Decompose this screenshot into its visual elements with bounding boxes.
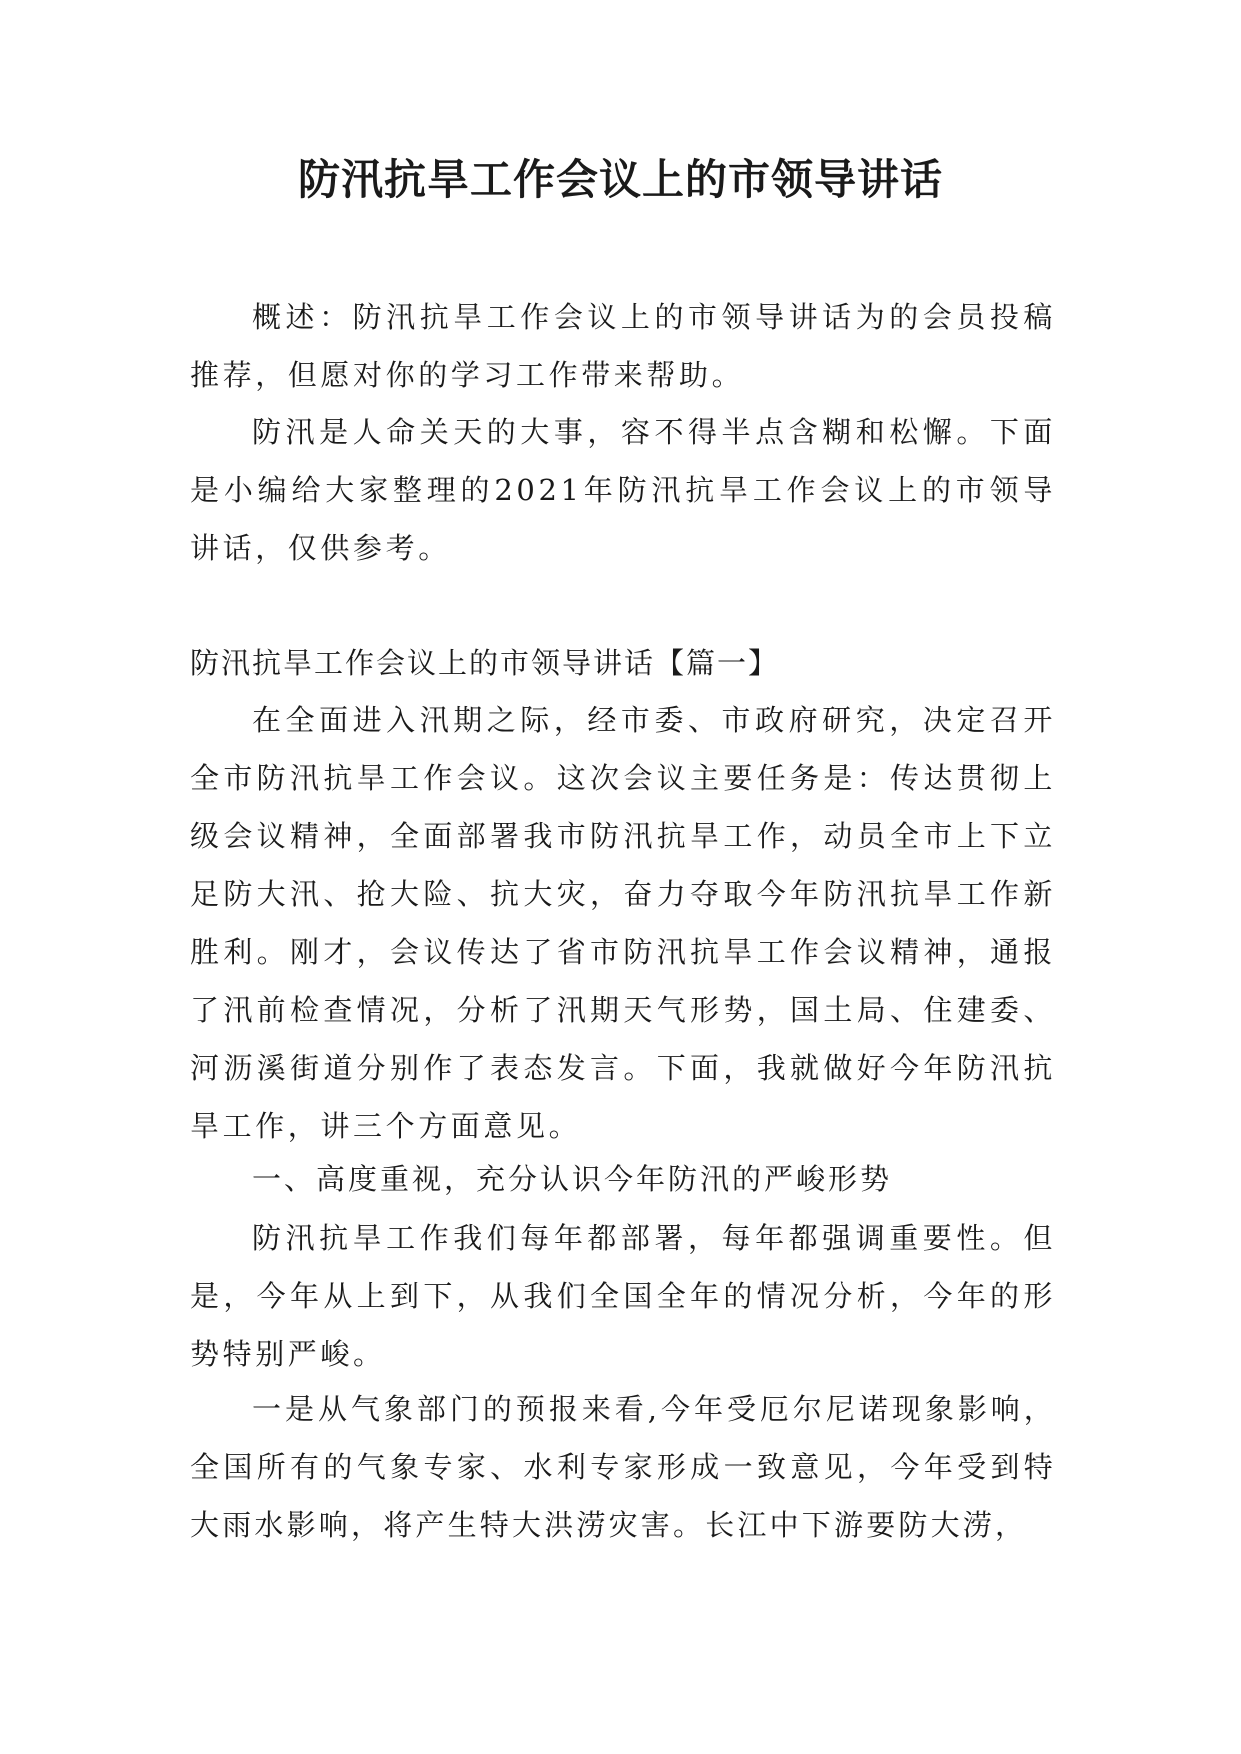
section-heading: 防汛抗旱工作会议上的市领导讲话【篇一】 (190, 646, 780, 680)
body-paragraph: 防汛抗旱工作我们每年都部署，每年都强调重要性。但是，今年从上到下，从我们全国全年的情况分析，今年的形势特别严峻。 (190, 1221, 1056, 1371)
summary-paragraph: 概述：防汛抗旱工作会议上的市领导讲话为的会员投稿推荐，但愿对你的学习工作带来帮助。 (190, 300, 1056, 392)
subsection-heading: 一、高度重视，充分认识今年防汛的严峻形势 (252, 1162, 893, 1196)
body-paragraph: 在全面进入汛期之际，经市委、市政府研究，决定召开全市防汛抗旱工作会议。这次会议主要任务是：传达贯彻上级会议精神，全面部署我市防汛抗旱工作，动员全市上下立足防大汛、抢大险、抗大灾，奋力夺取今年防汛抗旱工作新胜利。刚才，会议传达了省市防汛抗旱工作会议精神，通报了汛前检查情况，分析了汛期天气形势，国土局、住建委、河沥溪街道分别作了表态发言。下面，我就做好今年防汛抗旱工作，讲三个方面意见。 (190, 703, 1056, 1143)
document-title: 防汛抗旱工作会议上的市领导讲话 (297, 155, 943, 204)
body-paragraph: 一是从气象部门的预报来看,今年受厄尔尼诺现象影响，全国所有的气象专家、水利专家形成一致意见，今年受到特大雨水影响，将产生特大洪涝灾害。长江中下游要防大涝， (190, 1392, 1056, 1542)
intro-paragraph: 防汛是人命关天的大事，容不得半点含糊和松懈。下面是小编给大家整理的2021年防汛抗旱工作会议上的市领导讲话，仅供参考。 (190, 415, 1056, 565)
